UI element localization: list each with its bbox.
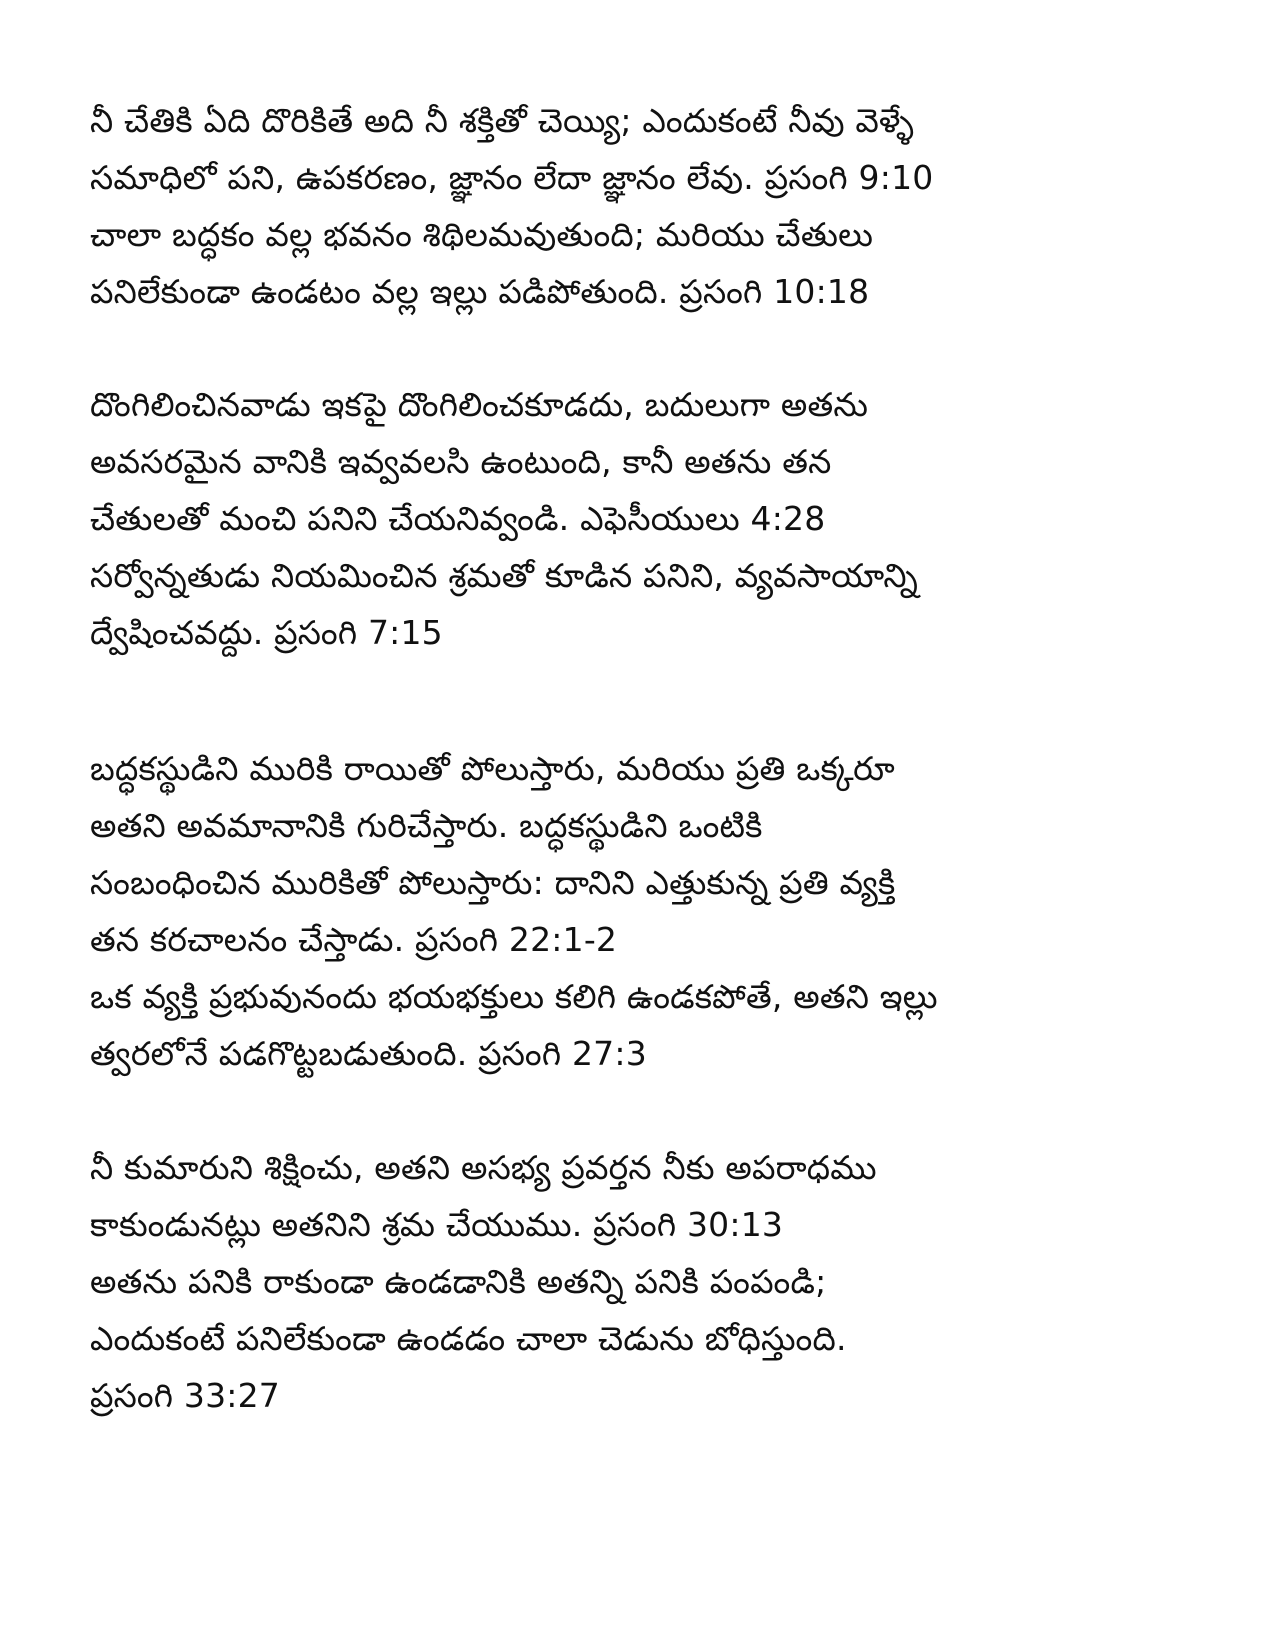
text-line: ఎందుకంటే పనిలేకుండా ఉండడం చాలా చెడును బోధిస్తుంది.	[90, 1319, 847, 1358]
text-line: అవసరమైన వానికి ఇవ్వవలసి ఉంటుంది, కానీ అతను తన	[90, 442, 832, 481]
text-line: తన కరచాలనం చేస్తాడు. ప్రసంగి 22:1-2	[90, 920, 618, 959]
paragraph-1	[90, 92, 1210, 320]
paragraph-spacer	[90, 1082, 1210, 1139]
text-line: చేతులతో మంచి పనిని చేయనివ్వండి. ఎఫెసీయులు 4:28	[90, 499, 826, 538]
paragraph-4	[90, 1139, 1210, 1424]
text-line: బద్ధకస్థుడిని మురికి రాయితో పోలుస్తారు, మరియు ప్రతి ఒక్కరూ	[90, 749, 895, 788]
text-line: నీ చేతికి ఏది దొరికితే అది నీ శక్తితో చెయ్యి; ఎందుకంటే నీవు వెళ్ళే	[90, 101, 914, 140]
text-line: సర్వోన్నతుడు నియమించిన శ్రమతో కూడిన పనిని, వ్యవసాయాన్ని	[90, 556, 918, 595]
text-line: ద్వేషించవద్దు. ప్రసంగి 7:15	[90, 613, 443, 652]
text-line: ఒక వ్యక్తి ప్రభువునందు భయభక్తులు కలిగి ఉండకపోతే, అతని ఇల్లు	[90, 977, 938, 1016]
paragraph-3	[90, 740, 1210, 1082]
paragraph-spacer	[90, 661, 1210, 740]
text-line: దొంగిలించినవాడు ఇకపై దొంగిలించకూడదు, బదులుగా అతను	[90, 385, 869, 424]
text-line: సమాధిలో పని, ఉపకరణం, జ్ఞానం లేదా జ్ఞానం లేవు. ప్రసంగి 9:10	[90, 158, 934, 197]
document-page	[90, 92, 1210, 1424]
text-line: ప్రసంగి 33:27	[90, 1376, 280, 1415]
text-line: అతను పనికి రాకుండా ఉండడానికి అతన్ని పనికి పంపండి;	[90, 1262, 827, 1301]
text-line: సంబంధించిన మురికితో పోలుస్తారు: దానిని ఎత్తుకున్న ప్రతి వ్యక్తి	[90, 863, 896, 902]
text-line: త్వరలోనే పడగొట్టబడుతుంది. ప్రసంగి 27:3	[90, 1034, 647, 1073]
text-line: నీ కుమారుని శిక్షించు, అతని అసభ్య ప్రవర్తన నీకు అపరాధము	[90, 1148, 877, 1187]
paragraph-2	[90, 376, 1210, 661]
text-line: అతని అవమానానికి గురిచేస్తారు. బద్ధకస్థుడిని ఒంటికి	[90, 806, 763, 845]
text-line: పనిలేకుండా ఉండటం వల్ల ఇల్లు పడిపోతుంది. ప్రసంగి 10:18	[90, 272, 870, 311]
paragraph-spacer	[90, 320, 1210, 376]
text-line: చాలా బద్ధకం వల్ల భవనం శిథిలమవుతుంది; మరియు చేతులు	[90, 215, 874, 254]
text-line: కాకుండునట్లు అతనిని శ్రమ చేయుము. ప్రసంగి 30:13	[90, 1205, 784, 1244]
